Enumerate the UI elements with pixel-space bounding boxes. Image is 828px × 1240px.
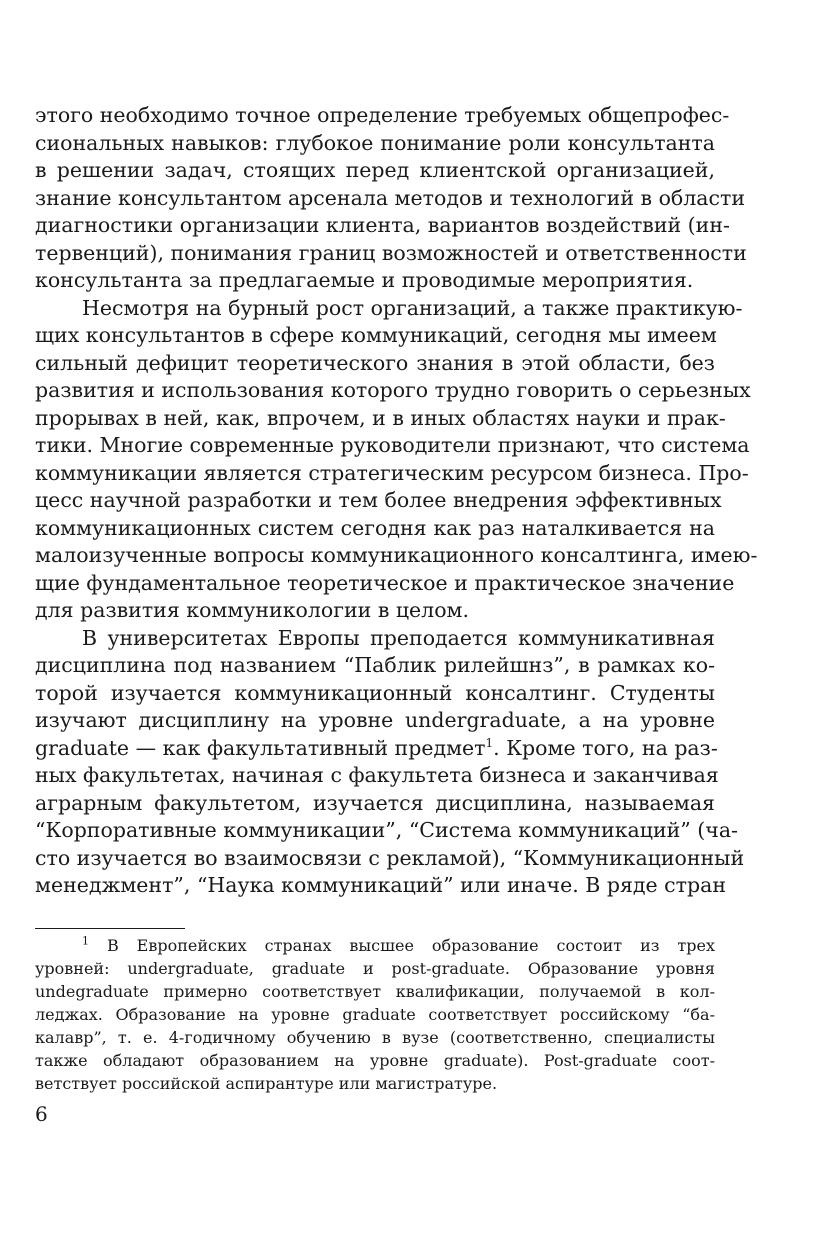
footnote: [35, 934, 715, 1095]
footnote-line: ветствует российской аспирантуре или магистратуре.: [35, 1074, 498, 1093]
page-number: 6: [35, 1102, 48, 1126]
text-line: В университетах Европы преподается коммуникативная: [82, 625, 715, 650]
text-line: сто изучается во взаимосвязи с рекламой), “Коммуникационный: [35, 845, 745, 870]
text-line: торой изучается коммуникационный консалтинг. Студенты: [35, 680, 715, 705]
footnote-reference[interactable]: 1: [485, 735, 494, 750]
text-line: этого необходимо точное определение требуемых общепрофес-: [35, 103, 730, 127]
text-line: развития и использования которого трудно говорить о серьезных: [35, 378, 751, 402]
text-line: тервенций), понимания границ возможностей и ответственности: [35, 240, 747, 265]
text-line: консультанта за предлагаемые и проводимые мероприятия.: [35, 268, 694, 292]
footnote-line: [35, 934, 715, 957]
text-line: “Корпоративные коммуникации”, “Система коммуникаций” (ча-: [35, 818, 738, 842]
text-line: щих консультантов в сфере коммуникаций, сегодня мы имеем: [35, 323, 717, 347]
text-line: малоизученные вопросы коммуникационного консалтинга, имею-: [35, 543, 758, 567]
footnote-line: калавр”, т. е. 4-годичному обучению в вузе (соответственно, специалисты: [35, 1028, 715, 1047]
text-line: знание консультантом арсенала методов и технологий в области: [35, 185, 745, 210]
text-line: изучают дисциплину на уровне undergraduate, а на уровне: [35, 708, 715, 732]
footnote-line: также обладают образованием на уровне graduate). Post-graduate соот-: [35, 1051, 715, 1070]
text-fragment: graduate — как факультативный предмет: [35, 735, 486, 760]
text-line: в решении задач, стоящих перед клиентской организацией,: [35, 158, 715, 182]
text-line: тики. Многие современные руководители признают, что система: [35, 433, 750, 457]
paragraph-1: [35, 102, 747, 295]
text-line: щие фундаментальное теоретическое и практическое значение: [35, 570, 735, 595]
text-line: менеджмент”, “Наука коммуникаций” или иначе. В ряде стран: [35, 873, 726, 897]
text-line: сиональных навыков: глубокое понимание роли консультанта: [35, 130, 715, 155]
footnote-marker: 1: [82, 934, 89, 948]
text-line: Несмотря на бурный рост организаций, а также практикую-: [82, 295, 743, 320]
text-line: прорывах в ней, как, впрочем, и в иных областях науки и прак-: [35, 405, 726, 430]
footnote-line: undegraduate примерно соответствует квалификации, получаемой в кол-: [35, 982, 715, 1001]
footnote-line: леджах. Образование на уровне graduate соответствует российскому “ба-: [35, 1005, 715, 1024]
main-text: [35, 102, 758, 900]
text-line: для развития коммуникологии в целом.: [35, 598, 470, 622]
paragraph-2: [35, 295, 758, 625]
text-line: коммуникации является стратегическим ресурсом бизнеса. Про-: [35, 460, 749, 485]
text-line: сильный дефицит теоретического знания в этой области, без: [35, 350, 715, 375]
text-line: аграрным факультетом, изучается дисциплина, называемая: [35, 790, 715, 815]
text-line-with-footnote-ref: [35, 735, 718, 763]
text-fragment: . Кроме того, на раз-: [493, 735, 718, 760]
footnote-line: уровней: undergraduate, graduate и post-graduate. Образование уровня: [35, 959, 715, 978]
text-line: диагностики организации клиента, вариантов воздействий (ин-: [35, 213, 730, 237]
text-line: цесс научной разработки и тем более внедрения эффективных: [35, 488, 722, 512]
text-line: ных факультетах, начиная с факультета бизнеса и заканчивая: [35, 763, 719, 787]
text-line: коммуникационных систем сегодня как раз наталкивается на: [35, 515, 715, 540]
footnote-text: В Европейских странах высшее образование состоит из трех: [106, 936, 715, 955]
text-line: дисциплина под названием “Паблик рилейшнз”, в рамках ко-: [35, 653, 715, 677]
footnote-rule: [35, 928, 185, 929]
paragraph-3: [35, 625, 745, 900]
